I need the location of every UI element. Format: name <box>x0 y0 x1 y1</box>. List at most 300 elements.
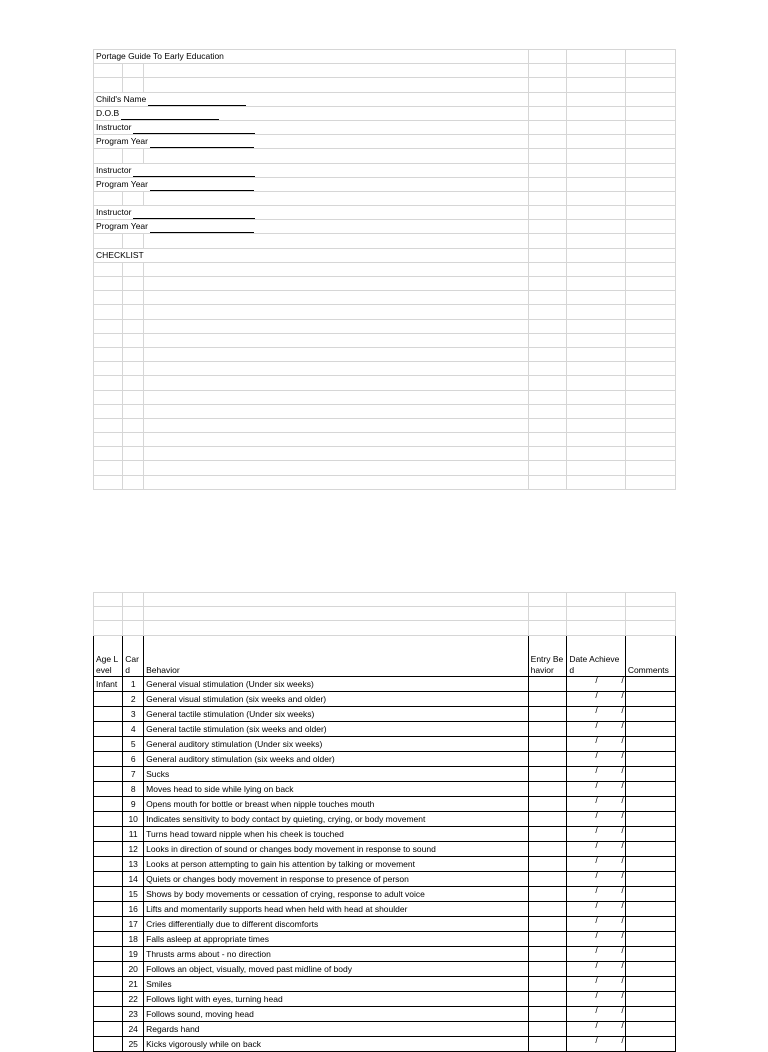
empty-cell <box>123 418 144 432</box>
age-level-cell <box>94 766 123 781</box>
empty-cell <box>567 135 626 149</box>
card-cell: 21 <box>123 976 144 991</box>
instructor-field-3-cell <box>94 206 529 220</box>
comments-cell[interactable] <box>625 676 675 691</box>
card-cell: 15 <box>123 886 144 901</box>
blank-row <box>94 64 676 78</box>
entry-behavior-cell[interactable] <box>528 931 567 946</box>
behavior-cell: Lifts and momentarily supports head when held with head at shoulder <box>144 901 529 916</box>
comments-cell[interactable] <box>625 1021 675 1036</box>
comments-cell[interactable] <box>625 721 675 736</box>
comments-cell[interactable] <box>625 961 675 976</box>
checklist-table <box>93 592 676 1052</box>
program-year-field-2 <box>94 177 676 191</box>
empty-cell <box>144 607 529 621</box>
instructor-field-2 <box>94 163 676 177</box>
empty-cell <box>94 362 123 376</box>
program-year-field-1-label: Program Year <box>96 136 148 147</box>
table-row <box>94 1036 676 1051</box>
date-slash: / <box>595 689 598 700</box>
date-slashes <box>569 899 624 912</box>
behavior-cell: Thrusts arms about - no direction <box>144 946 529 961</box>
table-row <box>94 901 676 916</box>
date-slash: / <box>621 764 624 775</box>
date-slash: / <box>595 1019 598 1030</box>
behavior-cell: Regards hand <box>144 1021 529 1036</box>
comments-cell[interactable] <box>625 826 675 841</box>
dob-field-cell <box>94 106 529 120</box>
behavior-cell: General auditory stimulation (six weeks and older) <box>144 751 529 766</box>
date-slash: / <box>621 824 624 835</box>
comments-cell[interactable] <box>625 781 675 796</box>
empty-cell <box>528 206 567 220</box>
dob-field-label: D.O.B <box>96 107 120 118</box>
entry-behavior-cell[interactable] <box>528 901 567 916</box>
entry-behavior-cell[interactable] <box>528 766 567 781</box>
date-slashes <box>569 989 624 1002</box>
childs-name-field-blank[interactable] <box>148 96 246 106</box>
empty-cell <box>625 248 675 262</box>
date-slash: / <box>621 959 624 970</box>
entry-behavior-cell[interactable] <box>528 1021 567 1036</box>
entry-behavior-cell[interactable] <box>528 961 567 976</box>
instructor-field-1 <box>94 120 676 134</box>
entry-behavior-cell[interactable] <box>528 976 567 991</box>
empty-cell <box>94 418 123 432</box>
table-row <box>94 1006 676 1021</box>
table-row <box>94 811 676 826</box>
table-row <box>94 841 676 856</box>
age-level-cell <box>94 901 123 916</box>
table-row <box>94 721 676 736</box>
date-slashes <box>569 914 624 927</box>
age-level-cell <box>94 961 123 976</box>
entry-behavior-cell[interactable] <box>528 856 567 871</box>
program-year-field-1-cell <box>94 135 529 149</box>
comments-cell[interactable] <box>625 811 675 826</box>
empty-cell <box>94 262 123 276</box>
empty-cell <box>94 78 123 92</box>
empty-cell <box>567 234 626 248</box>
empty-cell <box>94 475 123 489</box>
behavior-cell: Smiles <box>144 976 529 991</box>
empty-cell <box>567 277 626 291</box>
instructor-field-1-label: Instructor <box>96 122 132 133</box>
empty-cell <box>94 607 123 621</box>
age-level-cell <box>94 946 123 961</box>
empty-cell <box>625 220 675 234</box>
behavior-cell: Falls asleep at appropriate times <box>144 931 529 946</box>
date-slashes <box>569 764 624 777</box>
empty-cell <box>567 163 626 177</box>
program-year-field-3-label: Program Year <box>96 221 148 232</box>
instructor-field-1-cell <box>94 120 529 134</box>
blank-row <box>94 234 676 248</box>
date-slash: / <box>621 809 624 820</box>
table-row <box>94 751 676 766</box>
empty-cell <box>625 475 675 489</box>
empty-cell <box>528 347 567 361</box>
date-slashes <box>569 674 624 687</box>
card-cell: 12 <box>123 841 144 856</box>
card-cell: 25 <box>123 1036 144 1051</box>
empty-cell <box>94 291 123 305</box>
empty-cell <box>123 607 144 621</box>
empty-cell <box>94 277 123 291</box>
entry-behavior-cell[interactable] <box>528 706 567 721</box>
date-slash: / <box>595 839 598 850</box>
entry-behavior-cell[interactable] <box>528 1036 567 1051</box>
table-row <box>94 766 676 781</box>
card-cell: 6 <box>123 751 144 766</box>
card-cell: 8 <box>123 781 144 796</box>
empty-cell <box>625 106 675 120</box>
age-level-cell <box>94 856 123 871</box>
comments-cell[interactable] <box>625 796 675 811</box>
comments-cell[interactable] <box>625 931 675 946</box>
comments-cell[interactable] <box>625 916 675 931</box>
date-slash: / <box>621 1019 624 1030</box>
empty-cell <box>528 607 567 621</box>
empty-cell <box>567 621 626 635</box>
empty-cell <box>123 305 144 319</box>
entry-behavior-cell[interactable] <box>528 991 567 1006</box>
empty-cell <box>567 262 626 276</box>
empty-cell <box>567 404 626 418</box>
empty-cell <box>123 362 144 376</box>
empty-cell <box>625 135 675 149</box>
date-slash: / <box>595 989 598 1000</box>
blank-row <box>94 305 676 319</box>
empty-cell <box>528 106 567 120</box>
empty-cell <box>567 319 626 333</box>
empty-cell <box>625 461 675 475</box>
blank-row <box>94 262 676 276</box>
behavior-cell: Follows light with eyes, turning head <box>144 991 529 1006</box>
date-slashes <box>569 794 624 807</box>
date-slashes <box>569 869 624 882</box>
comments-cell[interactable] <box>625 991 675 1006</box>
empty-cell <box>625 120 675 134</box>
empty-cell <box>144 390 529 404</box>
entry-behavior-cell[interactable] <box>528 886 567 901</box>
date-slashes <box>569 1004 624 1017</box>
age-level-cell: Infant <box>94 676 123 691</box>
date-slashes <box>569 809 624 822</box>
comments-cell[interactable] <box>625 841 675 856</box>
program-year-field-3-blank[interactable] <box>150 223 254 233</box>
entry-behavior-cell[interactable] <box>528 751 567 766</box>
empty-cell <box>567 333 626 347</box>
empty-cell <box>123 593 144 607</box>
instructor-field-2-label: Instructor <box>96 164 132 175</box>
behavior-cell: Shows by body movements or cessation of crying, response to adult voice <box>144 886 529 901</box>
date-slashes <box>569 1019 624 1032</box>
instructor-field-2-cell <box>94 163 529 177</box>
empty-cell <box>94 319 123 333</box>
childs-name-field <box>94 92 676 106</box>
empty-cell <box>144 621 529 635</box>
empty-cell <box>625 234 675 248</box>
comments-cell[interactable] <box>625 736 675 751</box>
empty-cell <box>625 390 675 404</box>
empty-cell <box>528 291 567 305</box>
comments-cell[interactable] <box>625 856 675 871</box>
date-slashes <box>569 704 624 717</box>
empty-cell <box>625 447 675 461</box>
entry-behavior-cell[interactable] <box>528 781 567 796</box>
date-slash: / <box>595 1004 598 1015</box>
date-slash: / <box>595 869 598 880</box>
date-slash: / <box>595 914 598 925</box>
behavior-cell: General visual stimulation (Under six weeks) <box>144 676 529 691</box>
date-slashes <box>569 839 624 852</box>
card-cell: 7 <box>123 766 144 781</box>
age-level-cell <box>94 1021 123 1036</box>
empty-cell <box>567 418 626 432</box>
date-slash: / <box>595 929 598 940</box>
empty-cell <box>94 333 123 347</box>
comments-cell[interactable] <box>625 976 675 991</box>
empty-cell <box>528 593 567 607</box>
instructor-field-2-blank[interactable] <box>133 167 255 177</box>
table-row <box>94 886 676 901</box>
comments-cell[interactable] <box>625 751 675 766</box>
empty-cell <box>528 433 567 447</box>
behavior-cell: Follows sound, moving head <box>144 1006 529 1021</box>
program-year-field-1-blank[interactable] <box>150 138 254 148</box>
empty-cell <box>94 234 123 248</box>
card-cell: 4 <box>123 721 144 736</box>
instructor-field-3 <box>94 206 676 220</box>
empty-cell <box>528 163 567 177</box>
blank-row <box>94 277 676 291</box>
empty-cell <box>94 461 123 475</box>
document-title-cell <box>94 50 529 64</box>
empty-cell <box>625 149 675 163</box>
empty-cell <box>625 206 675 220</box>
date-slash: / <box>621 779 624 790</box>
table-row <box>94 706 676 721</box>
document-title-label: Portage Guide To Early Education <box>96 51 224 62</box>
empty-cell <box>144 347 529 361</box>
date-slashes <box>569 944 624 957</box>
table-row <box>94 736 676 751</box>
empty-cell <box>625 177 675 191</box>
empty-cell <box>528 92 567 106</box>
entry-behavior-cell[interactable] <box>528 826 567 841</box>
empty-cell <box>144 593 529 607</box>
empty-cell <box>567 291 626 305</box>
empty-cell <box>567 64 626 78</box>
comments-cell[interactable] <box>625 706 675 721</box>
date-slash: / <box>621 1004 624 1015</box>
entry-behavior-cell[interactable] <box>528 841 567 856</box>
entry-behavior-cell[interactable] <box>528 916 567 931</box>
entry-behavior-cell[interactable] <box>528 871 567 886</box>
blank-row <box>94 461 676 475</box>
empty-cell <box>567 106 626 120</box>
empty-cell <box>144 262 529 276</box>
behavior-cell: Opens mouth for bottle or breast when nipple touches mouth <box>144 796 529 811</box>
blank-row <box>94 291 676 305</box>
date-slash: / <box>595 809 598 820</box>
empty-cell <box>567 177 626 191</box>
empty-cell <box>625 305 675 319</box>
table-row <box>94 931 676 946</box>
comments-cell[interactable] <box>625 901 675 916</box>
empty-cell <box>123 347 144 361</box>
empty-cell <box>123 262 144 276</box>
empty-cell <box>567 475 626 489</box>
empty-cell <box>528 333 567 347</box>
date-slash: / <box>621 854 624 865</box>
comments-cell[interactable] <box>625 766 675 781</box>
card-cell: 3 <box>123 706 144 721</box>
age-level-cell <box>94 736 123 751</box>
entry-behavior-cell[interactable] <box>528 1006 567 1021</box>
empty-cell <box>625 418 675 432</box>
card-cell: 23 <box>123 1006 144 1021</box>
card-cell: 13 <box>123 856 144 871</box>
empty-cell <box>625 404 675 418</box>
card-cell: 19 <box>123 946 144 961</box>
table-row <box>94 946 676 961</box>
empty-cell <box>625 607 675 621</box>
date-achieved-header: Date Achieved <box>567 635 626 676</box>
date-slashes <box>569 1034 624 1047</box>
empty-cell <box>567 191 626 205</box>
date-slash: / <box>621 794 624 805</box>
date-slash: / <box>621 869 624 880</box>
program-year-field-2-blank[interactable] <box>150 181 254 191</box>
program-year-field-3-cell <box>94 220 529 234</box>
empty-cell <box>123 390 144 404</box>
empty-cell <box>144 376 529 390</box>
empty-cell <box>528 149 567 163</box>
empty-cell <box>528 262 567 276</box>
instructor-field-1-blank[interactable] <box>133 124 255 134</box>
age-level-cell <box>94 841 123 856</box>
entry-behavior-cell[interactable] <box>528 811 567 826</box>
comments-cell[interactable] <box>625 946 675 961</box>
instructor-field-3-blank[interactable] <box>133 209 255 219</box>
empty-cell <box>144 418 529 432</box>
date-slashes <box>569 734 624 747</box>
checklist-label-cell <box>94 248 529 262</box>
empty-cell <box>567 206 626 220</box>
date-slash: / <box>595 719 598 730</box>
empty-cell <box>625 50 675 64</box>
empty-cell <box>625 347 675 361</box>
comments-cell[interactable] <box>625 1006 675 1021</box>
behavior-cell: Moves head to side while lying on back <box>144 781 529 796</box>
date-slash: / <box>621 884 624 895</box>
blank-row <box>94 347 676 361</box>
entry-behavior-cell[interactable] <box>528 676 567 691</box>
empty-cell <box>123 475 144 489</box>
card-cell: 22 <box>123 991 144 1006</box>
blank-row <box>94 418 676 432</box>
card-cell: 20 <box>123 961 144 976</box>
date-achieved-cell[interactable] <box>567 1036 626 1051</box>
card-cell: 16 <box>123 901 144 916</box>
date-slash: / <box>595 944 598 955</box>
behavior-cell: Cries differentially due to different discomforts <box>144 916 529 931</box>
empty-cell <box>567 433 626 447</box>
entry-behavior-cell[interactable] <box>528 721 567 736</box>
empty-cell <box>144 191 529 205</box>
empty-cell <box>123 461 144 475</box>
blank-row <box>94 404 676 418</box>
comments-cell[interactable] <box>625 871 675 886</box>
card-cell: 10 <box>123 811 144 826</box>
date-slash: / <box>621 974 624 985</box>
empty-cell <box>567 607 626 621</box>
empty-cell <box>144 333 529 347</box>
blank-row <box>94 447 676 461</box>
date-slash: / <box>621 989 624 1000</box>
entry-behavior-cell[interactable] <box>528 736 567 751</box>
entry-behavior-cell[interactable] <box>528 796 567 811</box>
comments-cell[interactable] <box>625 886 675 901</box>
comments-cell[interactable] <box>625 691 675 706</box>
empty-cell <box>123 64 144 78</box>
date-slash: / <box>595 1034 598 1045</box>
behavior-cell: Indicates sensitivity to body contact by quieting, crying, or body movement <box>144 811 529 826</box>
cover-sheet <box>93 49 676 490</box>
card-cell: 17 <box>123 916 144 931</box>
age-level-cell <box>94 931 123 946</box>
table-row <box>94 856 676 871</box>
empty-cell <box>123 277 144 291</box>
blank-row <box>94 191 676 205</box>
empty-cell <box>528 376 567 390</box>
empty-cell <box>528 50 567 64</box>
dob-field-blank[interactable] <box>121 110 219 120</box>
entry-behavior-cell[interactable] <box>528 691 567 706</box>
age-level-cell <box>94 916 123 931</box>
empty-cell <box>123 433 144 447</box>
program-year-field-3 <box>94 220 676 234</box>
age-level-cell <box>94 796 123 811</box>
behavior-cell: Looks at person attempting to gain his attention by talking or movement <box>144 856 529 871</box>
age-level-cell <box>94 871 123 886</box>
empty-cell <box>625 191 675 205</box>
empty-cell <box>625 593 675 607</box>
empty-cell <box>625 262 675 276</box>
entry-behavior-header: Entry Behavior <box>528 635 567 676</box>
date-slash: / <box>621 1034 624 1045</box>
empty-cell <box>528 120 567 134</box>
blank-row <box>94 621 676 635</box>
empty-cell <box>625 92 675 106</box>
empty-cell <box>625 163 675 177</box>
date-slash: / <box>595 674 598 685</box>
empty-cell <box>528 277 567 291</box>
age-level-cell <box>94 1036 123 1051</box>
card-header: Card <box>123 635 144 676</box>
date-slash: / <box>595 704 598 715</box>
card-cell: 11 <box>123 826 144 841</box>
date-slashes <box>569 749 624 762</box>
behavior-cell: General visual stimulation (six weeks and older) <box>144 691 529 706</box>
comments-header: Comments <box>625 635 675 676</box>
childs-name-field-label: Child's Name <box>96 93 147 104</box>
entry-behavior-cell[interactable] <box>528 946 567 961</box>
comments-cell[interactable] <box>625 1036 675 1051</box>
empty-cell <box>528 418 567 432</box>
